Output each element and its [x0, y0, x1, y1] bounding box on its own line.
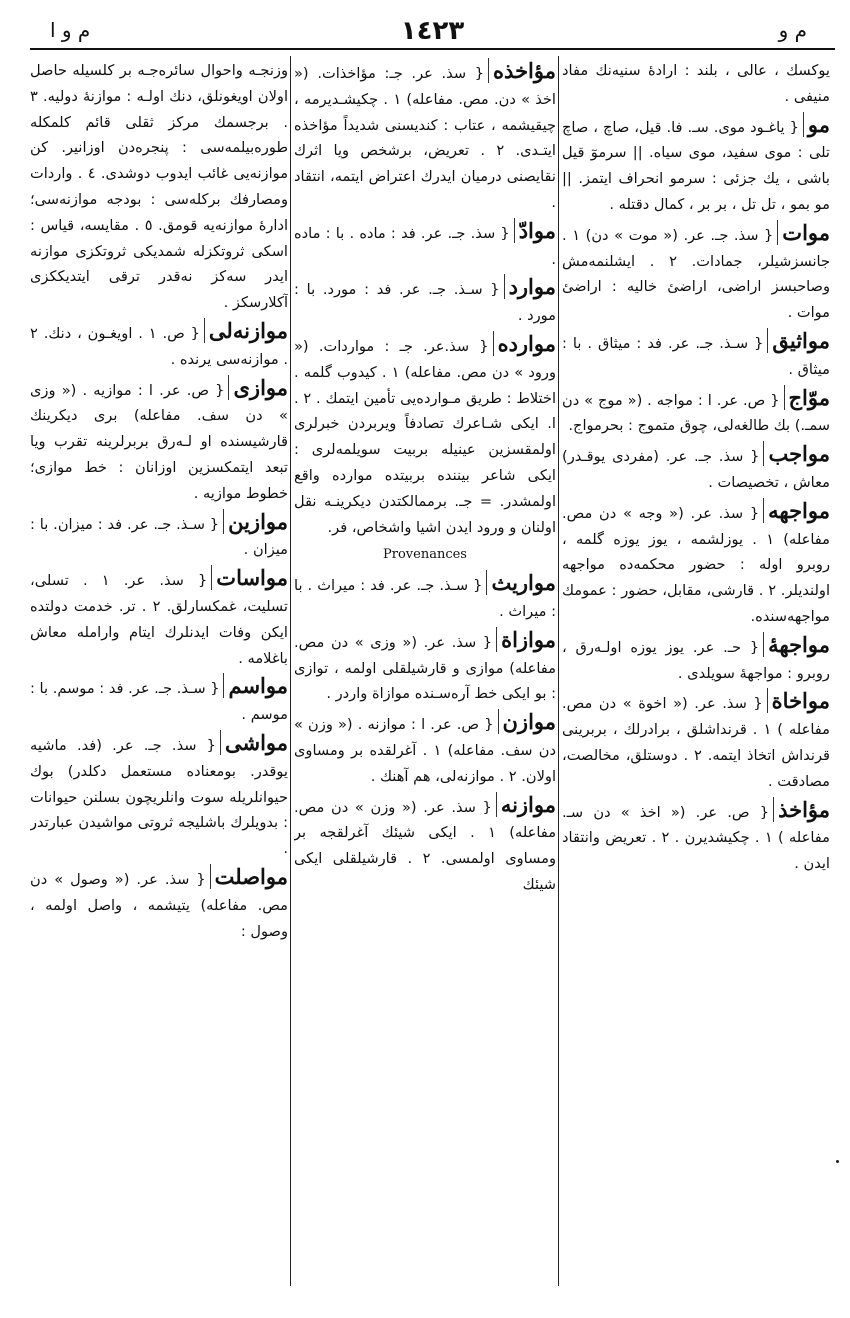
dictionary-entry — [294, 58, 556, 216]
entry-definition: { سـذ. جـ. عر. فد : میزان. با : میزان . — [30, 515, 288, 559]
entry-definition: { سذ. عر. جـ: مؤاخذات. (« اخذ » دن. مص. مفاعله) ١ . چکیشـدیرمه ، چیقیشمه ، عتاب : کندیسنی شدیداً مؤاخذه ایتـدی. ٢ . تعریض، برشخص ویا اثرك نقایصنی درمیان ایدرك اعتراض ایتمه، انتقاد . — [294, 65, 556, 211]
entry-headword: موّاج — [784, 385, 831, 410]
margin-dot — [836, 1160, 839, 1163]
entry-headword: موازنه — [496, 792, 556, 817]
entry-headword: موازین — [223, 509, 288, 534]
dictionary-entry — [294, 627, 556, 707]
entry-definition: { سذ. عر. (« وزی » دن مص. مفاعله) موازی و قارشیلقلی اولمه ، توازی : بو ایکی خط آره‌سـنده موازاة واردر . — [294, 633, 556, 703]
entry-definition: { سذ. جـ. عر. (مفردی یوقـدر) معاش ، تخصیصات . — [562, 448, 830, 491]
dictionary-entry — [294, 218, 556, 273]
right-column — [562, 58, 830, 1313]
entry-definition: { ص. ١ . اویغـون ، دنك. ٢ . موازنه‌سی یرنده . — [30, 324, 288, 368]
page-header — [30, 16, 835, 50]
dictionary-entry — [562, 797, 830, 877]
dictionary-entry — [30, 730, 288, 862]
entry-definition: { سذ. عر. (« وجه » دن مص. مفاعله) ١ . یوزلشمه ، یوز یوزه گلمه ، روبرو اوله : حضور محکمه‌ده مواجهه اولندیلر. ٢ . قارشی، مقابل، حضور : عمومك مواجهه‌سنده. — [562, 504, 830, 625]
entry-definition: { حـ. عر. یوز یوزه اولـه‌رق ، روبرو : مواجههٔ سویلدی . — [562, 638, 830, 682]
dictionary-entry — [562, 632, 830, 687]
dictionary-entry — [30, 864, 288, 944]
entry-headword: مواشی — [220, 730, 288, 755]
dictionary-entry — [562, 688, 830, 794]
column-divider-left — [290, 56, 291, 1286]
entry-headword: مواصلت — [210, 864, 288, 889]
entry-definition: { سذ. جـ. عر. (فد. ماشیه یوقدر. بومعناده مستعمل دکلدر) بوك حیوانلریله سوت وانلریچون بسلنن حیوانات : بدویلرك باشلیجه ثروتی مواشیدن عبارتدر . — [30, 736, 288, 858]
entry-headword: مواسم — [223, 673, 288, 698]
entry-definition: یوکسك ، عالی ، بلند : ارادهٔ سنیه‌نك مفاد منیفی . — [562, 62, 830, 105]
dictionary-entry — [562, 498, 830, 630]
dictionary-entry — [294, 709, 556, 789]
dictionary-entry — [562, 220, 830, 326]
entry-definition: { سـذ. جـ. عر. فد : میثاق . با : میثاق . — [562, 334, 830, 378]
page-number: ١٤٢٣ — [400, 16, 465, 46]
entry-definition: { سـذ. جـ. عر. فد : موسم. با : موسم . — [30, 680, 288, 724]
entry-headword: مواجهه — [763, 498, 830, 523]
entry-definition: { سذ. عر. (« وزن » دن مص. مفاعله) ١ . ایکی شیئك آغرلقجه بر ومساوی اولمسی. ٢ . قارشیلقلی ایکی شیئك — [294, 798, 556, 893]
entry-definition: وزنجـه واحوال سائره‌جـه بر کلسیله حاصل اولان اویغونلق، دنك اولـه : موازنهٔ دولیه. ٣ . برجسمك مرکز ثقلی قائم کلمکله طوره‌بیلمه‌سی : پنجره‌دن اوزانیر. کن موازنه‌یی غائب ایدوب دوشدی. ٤ . واردات ومصارفك برکله‌سی : بودجه موازنه‌سی؛ ادارهٔ موازنه‌یه قومق. ٥ . مقایسه، قیاس : اسکی ثروتکزله شمدیکی ثروتکزی موازنه ایدر سه‌کز نه‌قدر ترقی ایتدیککزی آکلارسکز . — [30, 62, 288, 312]
entry-definition: { سـذ. جـ. عر. فد : مورد. با : مورد . — [294, 281, 556, 325]
entry-definition: { سذ. جـ. عر. فد : ماده . با : ماده . — [294, 224, 556, 268]
dictionary-entry — [30, 375, 288, 507]
entry-definition: { سذ. عر. (« اخوة » دن مص. مفاعله ) ١ . قرنداشلق ، برادرلك ، بربرینی قرنداش اتخاذ ایتمه. ٢ . دوستلق، مخالصت، مصادقت . — [562, 695, 830, 790]
dictionary-entry — [294, 331, 556, 540]
entry-headword: مؤاخذ — [773, 797, 830, 822]
entry-definition: { سـذ. جـ. عر. فد : میراث . با : میراث . — [294, 577, 556, 620]
dictionary-entry — [294, 570, 556, 625]
entry-headword: مواسات — [211, 565, 288, 590]
entry-headword: مواخاة — [767, 688, 830, 713]
entry-headword: موازنه‌لی — [204, 318, 288, 343]
latin-term: Provenances — [383, 547, 467, 563]
dictionary-entry — [30, 509, 288, 564]
header-right-letters: م و — [778, 18, 807, 42]
dictionary-entry — [562, 385, 830, 440]
entry-definition: { یاغـود موی. سـ. فا. قیل، صاچ ، صاچ تلی : موی سفید، موی سیاه. || سرموٓ قیل باشی ، یك جزئی : سرمو انحراف ایتمز. || مو بمو ، تل تل ، بر بر ، کمال دقتله . — [562, 118, 830, 213]
entry-headword: موات — [777, 220, 830, 245]
header-left-letters: م و ا — [50, 18, 91, 42]
entry-definition: { ص. عر. ا : مواجه . (« موج » دن سمـ.) بك طالغه‌لی، چوق متموج : بحرمواج. — [562, 391, 830, 435]
entry-definition: { سذ. عر. ١ . تسلی، تسلیت، غمکسارلق. ٢ . تر. خدمت دولتده ایکن وفات ایدنلرك ایتام وارامله معاش باغلامه . — [30, 572, 288, 667]
dictionary-entry — [562, 441, 830, 496]
dictionary-entry — [30, 318, 288, 373]
entry-definition: { سذ. عر. (« وصول » دن مص. مفاعله) یتیشمه ، واصل اولمه ، وصول : — [30, 870, 288, 940]
entry-headword: موازاة — [496, 627, 556, 652]
entry-headword: موارده — [493, 331, 556, 356]
middle-column — [294, 58, 556, 1313]
entry-headword: مواریث — [486, 570, 556, 595]
entry-headword: موارد — [504, 274, 556, 299]
dictionary-entry — [562, 58, 830, 110]
entry-headword: مؤاخذه — [488, 58, 556, 83]
entry-headword: مو — [803, 112, 830, 137]
column-divider-right — [558, 56, 559, 1286]
entry-definition: { سذ. جـ. عر. (« موت » دن) ١ . جانسزشیلر، جمادات. ٢ . ایشلنمه‌مش وصاحبسز اراضی، اراضیٔ خالیه : اراضیٔ موات . — [562, 226, 830, 322]
left-column — [30, 58, 288, 1313]
dictionary-entry — [562, 112, 830, 218]
entry-definition: { ص. عر. ا : موازیه . (« وزی » دن سف. مفاعله) بری دیکرینك قارشیسنده او لـه‌رق بربرلرینه تقرب ویا تبعد ایتمکسزین اوزانان : خط موازی؛ خطوط موازیه . — [30, 381, 288, 502]
dictionary-entry — [30, 673, 288, 728]
dictionary-entry — [294, 274, 556, 329]
dictionary-entry — [562, 328, 830, 383]
entry-headword: مواثیق — [767, 328, 830, 353]
entry-headword: موازی — [228, 375, 288, 400]
entry-definition: { ص. عر. ا : موازنه . (« وزن » دن سف. مفاعله) ١ . آغرلقده بر ومساوی اولان. ٢ . موازنه‌لی، هم آهنك . — [294, 716, 556, 785]
entry-definition: { سذ.عر. جـ : مواردات. (« ورود » دن مص. مفاعله) ١ . کیدوب گلمه . اختلاط : طریق مـوارده‌یی تأمین ایتمك . ٢ . ا. ایکی شـاعرك تصادفاً ویربردن خبرلری اولمقسزین عینیله بربیت سویلمه‌لری : ایکی شاعر بیننده بربیتده موارده واقع اولمشدر. = جـ. برممالکتدن دیکرینـه نقل اولنان و ورود ایدن اشیا واشخاص، فر. — [294, 337, 556, 536]
dictionary-entry — [30, 565, 288, 671]
dictionary-entry — [30, 58, 288, 316]
entry-headword: مواجههٔ — [763, 632, 830, 657]
entry-headword: مواجب — [763, 441, 830, 466]
dictionary-entry — [294, 792, 556, 898]
entry-definition: { ص. عر. (« اخذ » دن سـ. مفاعله ) ١ . چکیشدیرن . ٢ . تعریض وانتقاد ایدن . — [562, 803, 830, 873]
entry-headword: موادّ — [514, 218, 556, 243]
entry-headword: موازن — [498, 709, 557, 734]
